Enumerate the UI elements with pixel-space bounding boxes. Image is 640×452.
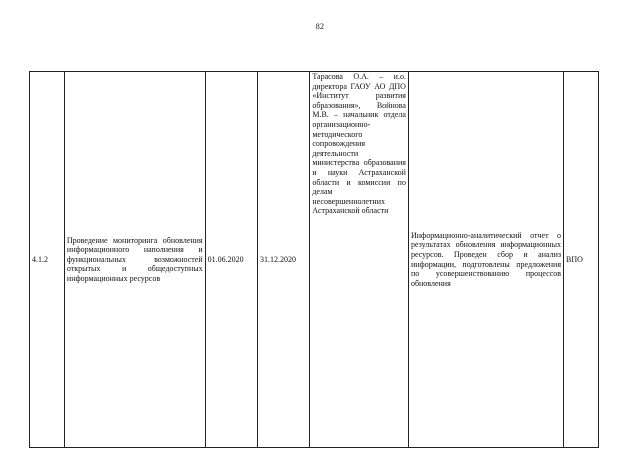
item-number: 4.1.2 (32, 254, 48, 264)
plan-table (29, 71, 599, 448)
start-date-cell (205, 72, 257, 448)
description-cell (64, 72, 205, 448)
table-row (30, 72, 599, 448)
result-cell (408, 72, 563, 448)
page-number: 82 (315, 22, 325, 31)
form-type: ВПО (566, 254, 583, 264)
item-number-cell (30, 72, 65, 448)
expected-result: Информационно-аналитический отчет о результатах обновления информационных ресурсов. Проведен сбор и анализ информации, подготовлены предложения по усовершенствованию процессов обновления (410, 230, 562, 288)
start-date: 01.06.2020 (207, 254, 244, 264)
responsible-persons: Тарасова О.А. – и.о. директора ГАОУ АО ДПО «Институт развития образования», Войнова М.В. – начальник отдела организационно-методического сопровождения деятельности министерства образования и науки Астраханской области и комиссии по делам несовершеннолетних Астраханской области (312, 72, 406, 216)
responsible-cell (310, 72, 409, 448)
end-date-cell (257, 72, 309, 448)
item-description: Проведение мониторинга обновления информационного наполнения и функциональных возможностей открытых и общедоступных информационных ресурсов (66, 235, 203, 283)
end-date: 31.12.2020 (259, 254, 296, 264)
form-cell (564, 72, 599, 448)
